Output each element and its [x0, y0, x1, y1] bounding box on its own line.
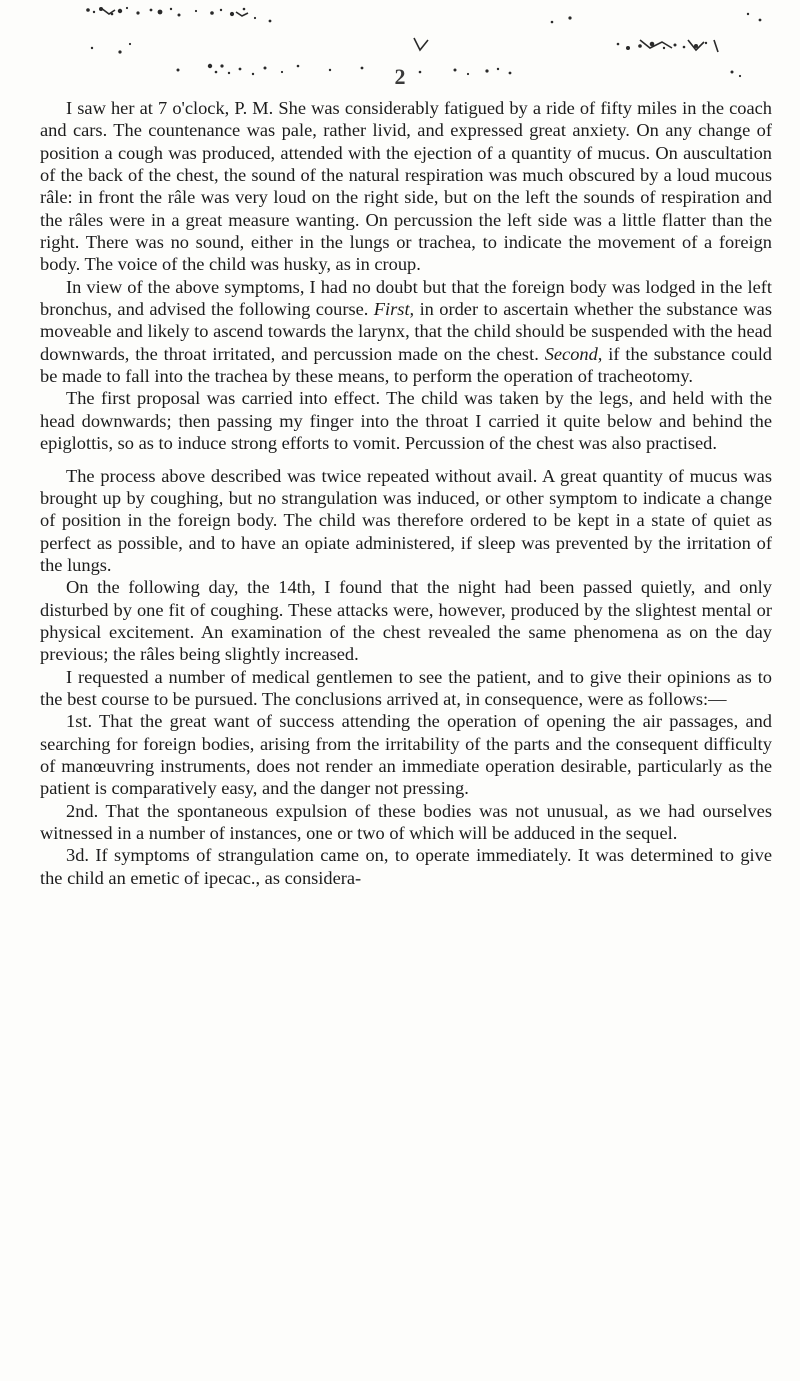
- paragraph-text: In view of the above symptoms, I had no doubt but that the foreign body was lodged in the left bronchus, and advised the following course.: [40, 276, 772, 320]
- first-label: First,: [373, 299, 415, 320]
- page-number: 2: [394, 64, 406, 89]
- second-label: Second,: [544, 343, 603, 364]
- paragraph-following-day: On the following day, the 14th, I found that the night had been passed quietly, and only disturbed by one fit of coughing. These attacks were, however, produced by the slightest mental or physical excitement. An examination of the chest revealed the same phenomena as on the day previous; the râles being slightly increased.: [40, 577, 772, 665]
- conclusion-third: 3d. If symptoms of strangulation came on, to operate immediately. It was determined to give the child an emetic of ipecac., as considera-: [40, 845, 772, 888]
- paragraph-text: if the substance could be made to fall into the trachea by these means, to perform the operation of tracheotomy.: [40, 343, 773, 387]
- paragraph-first-proposal: The first proposal was carried into effect. The child was taken by the legs, and held with the head downwards; then passing my finger into the throat I carried it quite below and behind the epiglottis, so as to induce strong efforts to vomit. Percussion of the chest was also practised.: [40, 388, 772, 454]
- paragraph-proposed-course: [40, 276, 772, 388]
- conclusion-second: 2nd. That the spontaneous expulsion of these bodies was not unusual, as we had ourselves witnessed in a number of instances, one or two of which will be adduced in the sequel.: [40, 800, 772, 843]
- paragraph-medical-opinions: I requested a number of medical gentlemen to see the patient, and to give their opinions as to the best course to be pursued. The conclusions arrived at, in consequence, were as follows:—: [40, 666, 772, 709]
- article-body: [40, 97, 772, 889]
- paragraph-text: in order to ascertain whether the substance was moveable and likely to ascend towards the larynx, that the child should be suspended with the head downwards, the throat irritated, and percussion made on the chest.: [40, 299, 772, 364]
- paragraph-symptoms-on-arrival: I saw her at 7 o'clock, P. M. She was considerably fatigued by a ride of fifty miles in the coach and cars. The countenance was pale, rather livid, and expressed great anxiety. On any change of position a cough was produced, attended with the ejection of a quantity of mucus. On auscultation of the back of the chest, the sound of the natural respiration was much obscured by a loud mucous râle: in front the râle was very loud on the right side, but on the left the sounds of respiration and the râles were in a great measure wanting. On percussion the left side was a little flatter than the right. There was no sound, either in the lungs or trachea, to indicate the movement of a foreign body. The voice of the child was husky, as in croup.: [40, 98, 772, 275]
- conclusion-first: 1st. That the great want of success attending the operation of opening the air passages, and searching for foreign bodies, arising from the irritability of the parts and the consequent difficulty of manœuvring instruments, does not render an immediate operation desirable, particularly as the patient is comparatively easy, and the danger not pressing.: [40, 711, 772, 799]
- paragraph-process-repeated: The process above described was twice repeated without avail. A great quantity of mucus was brought up by coughing, but no strangulation was induced, or other symptom to indicate a change of position in the foreign body. The child was therefore ordered to be kept in a state of quiet as perfect as possible, and to have an opiate administered, if sleep was prevented by the irritation of the lungs.: [40, 465, 772, 575]
